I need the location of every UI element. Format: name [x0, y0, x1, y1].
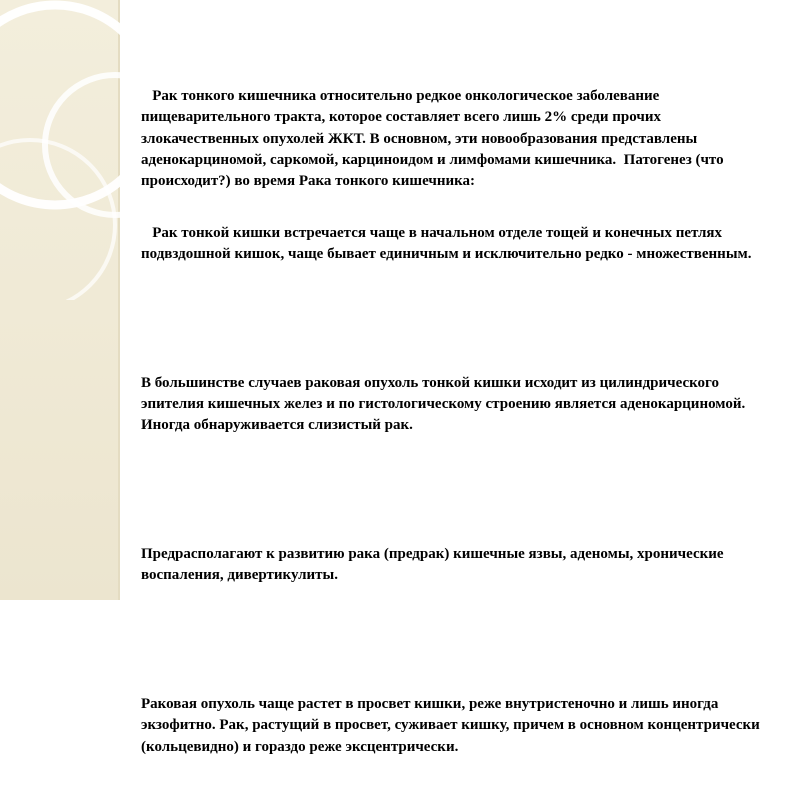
- side-panel-edge: [118, 0, 120, 600]
- intro-paragraph: Рак тонкого кишечника относительно редкое онкологическое заболевание пищеварительного тракта, которое составляет всего лишь 2% среди прочих злокачественных опухолей ЖКТ. В основном, эти новообразования представлены аденокарциномой, саркомой, карциноидом и лимфомами кишечника. Патогенез (что происходит?) во время Рака тонкого кишечника:: [141, 87, 728, 190]
- paragraph-precancer: Предрасполагают к развитию рака (предрак) кишечные язвы, аденомы, хронические воспаления, дивертикулиты.: [141, 545, 728, 584]
- side-panel: [0, 0, 118, 600]
- paragraph-histology: В большинстве случаев раковая опухоль тонкой кишки исходит из цилиндрического эпителия кишечных желез и по гистологическому строению является аденокарциномой. Иногда обнаруживается слизистый рак.: [141, 374, 749, 434]
- paragraph-location: Рак тонкой кишки встречается чаще в начальном отделе тощей и конечных петлях подвздошной кишок, чаще бывает единичным и исключительно редко - множественным.: [141, 224, 752, 263]
- main-text-block: [141, 180, 764, 801]
- paragraph-growth: Раковая опухоль чаще растет в просвет кишки, реже внутристеночно и лишь иногда экзофитно. Рак, растущий в просвет, суживает кишку, причем в основном концентрически (кольцевидно) и гораздо реже эксцентрически.: [141, 695, 764, 755]
